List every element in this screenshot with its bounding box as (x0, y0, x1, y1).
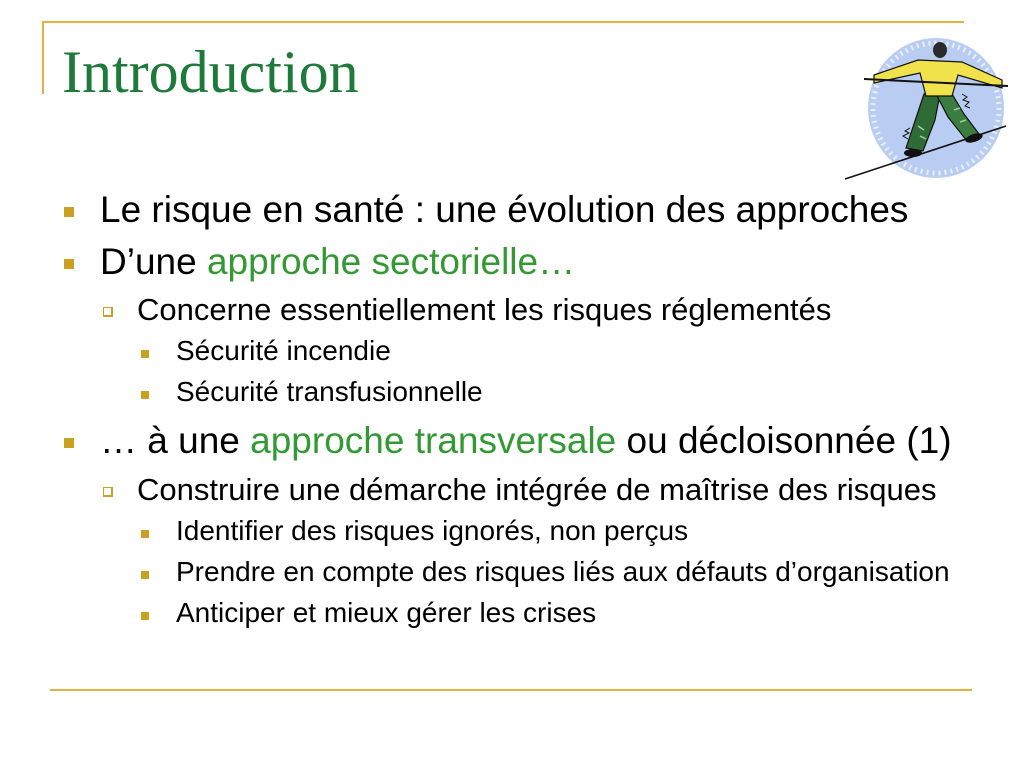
hollow-square-icon (103, 487, 113, 497)
highlight-text: approche sectorielle… (206, 241, 576, 282)
bullet-text: Le risque en santé : une évolution des approches (100, 189, 909, 230)
filled-square-icon (64, 438, 74, 448)
filled-square-icon (141, 612, 149, 620)
bullet-text: Anticiper et mieux gérer les crises (176, 597, 597, 628)
filled-square-icon (64, 259, 74, 269)
bullet-text: Sécurité incendie (176, 335, 391, 366)
bullet-text: Prendre en compte des risques liés aux défauts d’organisation (176, 556, 950, 587)
bullet-text: … à une (100, 420, 251, 461)
bullet-text: Sécurité transfusionnelle (176, 376, 483, 407)
filled-square-icon (141, 350, 149, 358)
filled-square-icon (64, 207, 74, 217)
bullet-text: ou décloisonnée (1) (616, 420, 952, 461)
filled-square-icon (141, 530, 149, 538)
walker-head (933, 42, 947, 58)
hollow-square-icon (103, 307, 113, 317)
bullet-text: D’une (100, 241, 207, 282)
bullet-text: Concerne essentiellement les risques réglementés (137, 292, 832, 327)
walker-left-shoe (904, 149, 922, 157)
left-rule (42, 21, 44, 94)
bullet-text-group (100, 243, 575, 280)
highlight-text: approche transversale (250, 420, 617, 461)
bottom-rule (50, 689, 972, 691)
bullet-text-group (100, 422, 952, 459)
tightrope-walker-illustration (840, 30, 1012, 190)
slide-title: Introduction (62, 39, 359, 105)
filled-square-icon (141, 391, 149, 399)
filled-square-icon (141, 571, 149, 579)
bullet-text: Identifier des risques ignorés, non perçus (176, 515, 689, 546)
top-rule (42, 21, 964, 23)
bullet-text: Construire une démarche intégrée de maîtrise des risques (137, 472, 937, 507)
